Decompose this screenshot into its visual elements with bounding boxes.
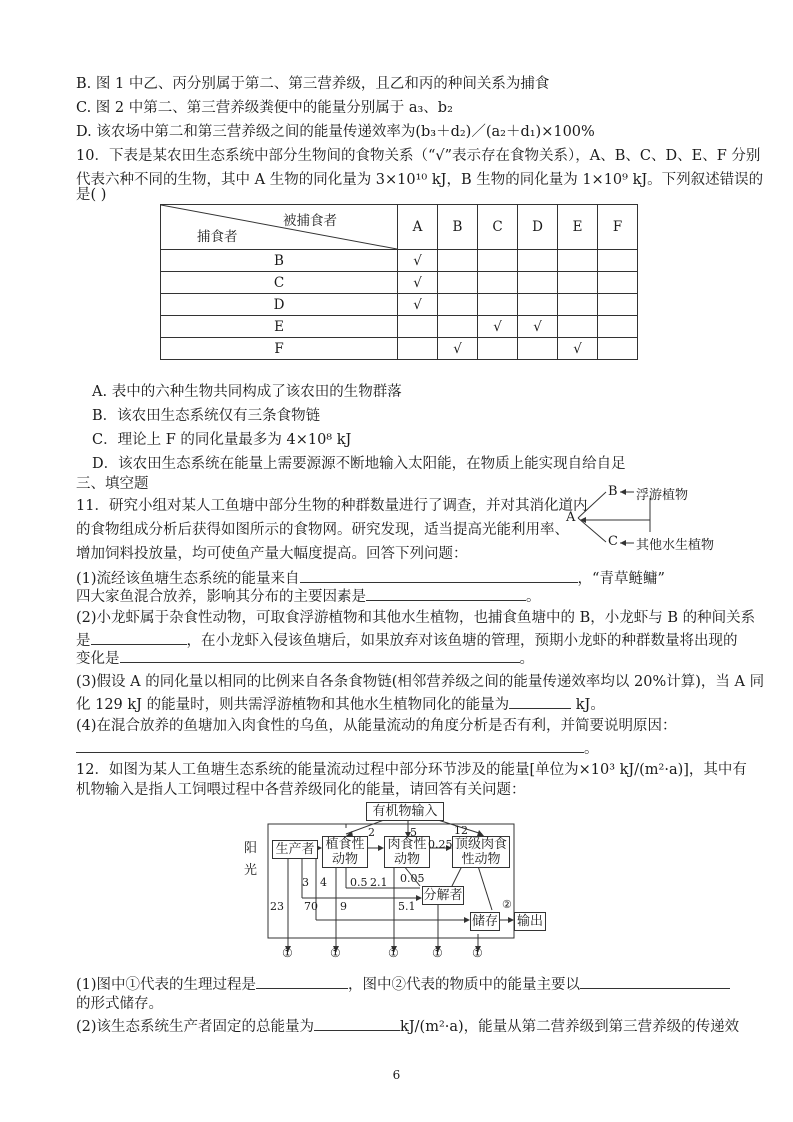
value-2: 2 <box>368 826 375 839</box>
table-cell <box>518 250 558 272</box>
table-cell <box>598 272 638 294</box>
circle-1-label: ① <box>282 946 293 960</box>
storage-box: 储存 <box>471 914 498 929</box>
table-cell <box>598 294 638 316</box>
table-cell: √ <box>518 316 558 338</box>
table-header-diagonal <box>161 205 398 250</box>
circle-1-label: ① <box>472 946 483 960</box>
q11-line3: 增加饲料投放量，均可使鱼产量大幅度提高。回答下列问题： <box>76 546 468 562</box>
answer-blank[interactable] <box>366 586 526 601</box>
table-cell <box>598 338 638 360</box>
table-row <box>161 272 638 294</box>
table-cell <box>438 272 478 294</box>
q10-line1: 10．下表是某农田生态系统中部分生物间的食物关系（“√”表示存在食物关系），A、B、C、D、E、F 分别 <box>76 148 761 164</box>
table-cell <box>558 316 598 338</box>
value-5-1: 5.1 <box>398 900 416 913</box>
q12-p2-line1: (2)该生态系统生产者固定的总能量为 kJ/(m²·a)，能量从第二营养级到第三营养级的传递效 <box>76 1016 739 1037</box>
table-cell <box>558 294 598 316</box>
value-4: 4 <box>320 876 327 889</box>
table-cell <box>518 294 558 316</box>
q10-option-d: D．该农田生态系统在能量上需要源源不断地输入太阳能，在物质上能实现自给自足 <box>92 456 626 472</box>
table-cell <box>438 250 478 272</box>
answer-blank[interactable] <box>314 1016 400 1031</box>
decomposer-box: 分解者 <box>423 888 463 903</box>
prey-label: 被捕食者 <box>283 213 337 229</box>
table-cell <box>438 316 478 338</box>
col-header: F <box>598 205 638 250</box>
circle-1-label: ① <box>330 946 341 960</box>
option-d: D. 该农场中第二和第三营养级之间的能量传递效率为(b₃＋d₂)／(a₂＋d₁)×100% <box>76 124 595 140</box>
answer-blank[interactable] <box>580 974 730 989</box>
node-b: B <box>608 484 618 499</box>
table-cell: √ <box>398 250 438 272</box>
herbivore-box: 植食性动物 <box>322 836 368 868</box>
value-23: 23 <box>270 900 284 913</box>
node-a: A <box>566 510 576 525</box>
answer-blank[interactable] <box>256 974 348 989</box>
node-plankton: 浮游植物 <box>636 488 689 503</box>
value-0-5: 0.5 <box>350 876 368 889</box>
q10-option-a: A. 表中的六种生物共同构成了该农田的生物群落 <box>92 384 402 400</box>
circle-1-label: ① <box>432 946 443 960</box>
answer-blank[interactable] <box>91 630 187 645</box>
answer-blank[interactable] <box>300 568 578 583</box>
table-cell: √ <box>398 272 438 294</box>
answer-blank[interactable] <box>120 648 520 663</box>
table-cell <box>478 338 518 360</box>
q11-p4-line2: 。 <box>76 738 599 759</box>
col-header: B <box>438 205 478 250</box>
table-cell <box>478 272 518 294</box>
q12-p1-line2: 的形式储存。 <box>76 996 163 1012</box>
value-5: 5 <box>410 826 417 839</box>
row-header: C <box>161 272 398 294</box>
q12-line1: 12．如图为某人工鱼塘生态系统的能量流动过程中部分环节涉及的能量[单位为×10³ kJ/(m²·a)]，其中有 <box>76 762 747 778</box>
option-c: C. 图 2 中第二、第三营养级粪便中的能量分别属于 a₃、b₂ <box>76 100 453 116</box>
food-web-diagram <box>566 484 726 553</box>
table-cell <box>598 316 638 338</box>
value-2-1: 2.1 <box>370 876 388 889</box>
energy-flow-diagram <box>242 800 562 960</box>
q12-p1-line1: (1)图中①代表的生理过程是 ，图中②代表的物质中的能量主要以 <box>76 974 730 995</box>
q11-p2-line2: 是 ，在小龙虾入侵该鱼塘后，如果放弃对该鱼塘的管理，预期小龙虾的种群数量将出现的 <box>76 630 738 651</box>
q10-line3: 是( ) <box>76 187 107 203</box>
organic-input-box: 有机物输入 <box>366 802 444 821</box>
q12-line2: 机物输入是指人工饲喂过程中各营养级同化的能量，请回答有关问题： <box>76 782 526 798</box>
value-0-25: 0.25 <box>428 838 453 851</box>
q11-p2-line1: (2)小龙虾属于杂食性动物，可取食浮游植物和其他水生植物，也捕食鱼塘中的 B，小龙虾与 B 的种间关系 <box>76 610 756 626</box>
producer-box: 生产者 <box>272 840 318 859</box>
row-header: E <box>161 316 398 338</box>
table-cell <box>558 250 598 272</box>
output-box: 输出 <box>514 912 546 931</box>
value-70: 70 <box>304 900 318 913</box>
q11-p4-line1: (4)在混合放养的鱼塘加入肉食性的乌鱼，从能量流动的角度分析是否有利，并简要说明原因： <box>76 718 677 734</box>
table-row <box>161 316 638 338</box>
q10-line2: 代表六种不同的生物，其中 A 生物的同化量为 3×10¹⁰ kJ，B 生物的同化量为 1×10⁹ kJ。下列叙述错误的 <box>76 172 764 188</box>
top-carnivore-box: 顶级肉食性动物 <box>452 836 510 868</box>
col-header: E <box>558 205 598 250</box>
table-row <box>161 294 638 316</box>
q11-p1-line2: 四大家鱼混合放养，影响其分布的主要因素是 。 <box>76 586 541 607</box>
sunlight-label: 阳光 <box>244 841 258 878</box>
q11-p1-line1: (1)流经该鱼塘生态系统的能量来自 ，“青草鲢鳙” <box>76 568 665 589</box>
table-cell <box>478 250 518 272</box>
table-cell: √ <box>438 338 478 360</box>
circle-1-label: ① <box>388 946 399 960</box>
circle-2-label: ② <box>502 898 512 911</box>
q11-p3-line2: 化 129 kJ 的能量时，则共需浮游植物和其他水生植物同化的能量为 kJ。 <box>76 694 605 715</box>
q11-p3-line1: (3)假设 A 的同化量以相同的比例来自各条食物链(相邻营养级之间的能量传递效率均以 20%计算)，当 A 同 <box>76 674 765 690</box>
col-header: A <box>398 205 438 250</box>
answer-blank[interactable] <box>509 694 571 709</box>
table-cell <box>598 250 638 272</box>
page-number: 6 <box>392 1068 401 1082</box>
table-cell <box>558 272 598 294</box>
table-cell: √ <box>398 294 438 316</box>
node-c: C <box>608 534 618 549</box>
table-cell <box>518 338 558 360</box>
value-9: 9 <box>340 900 347 913</box>
value-12: 12 <box>454 824 468 837</box>
col-header: C <box>478 205 518 250</box>
node-other-plants: 其他水生植物 <box>636 538 715 553</box>
value-0-05: 0.05 <box>400 872 425 885</box>
table-cell <box>438 294 478 316</box>
col-header: D <box>518 205 558 250</box>
q11-line1: 11．研究小组对某人工鱼塘中部分生物的种群数量进行了调查，并对其消化道内 <box>76 498 588 514</box>
option-b: B. 图 1 中乙、丙分别属于第二、第三营养级，且乙和丙的种间关系为捕食 <box>76 76 550 92</box>
table-cell <box>398 338 438 360</box>
table-cell: √ <box>558 338 598 360</box>
table-cell <box>518 272 558 294</box>
q11-line2: 的食物组成分析后获得如图所示的食物网。研究发现，适当提高光能利用率、 <box>76 522 569 538</box>
q10-option-c: C．理论上 F 的同化量最多为 4×10⁸ kJ <box>92 432 352 448</box>
q11-p2-line3: 变化是 。 <box>76 648 534 669</box>
row-header: D <box>161 294 398 316</box>
row-header: F <box>161 338 398 360</box>
row-header: B <box>161 250 398 272</box>
table-cell <box>478 294 518 316</box>
value-3: 3 <box>302 876 309 889</box>
section-heading: 三、填空题 <box>76 476 149 492</box>
q10-option-b: B．该农田生态系统仅有三条食物链 <box>92 408 321 424</box>
carnivore-box: 肉食性动物 <box>384 836 430 868</box>
table-row <box>161 338 638 360</box>
table-row <box>161 250 638 272</box>
answer-blank[interactable] <box>76 738 584 753</box>
food-relation-table <box>160 204 638 360</box>
table-cell <box>398 316 438 338</box>
table-cell: √ <box>478 316 518 338</box>
predator-label: 捕食者 <box>197 229 238 245</box>
